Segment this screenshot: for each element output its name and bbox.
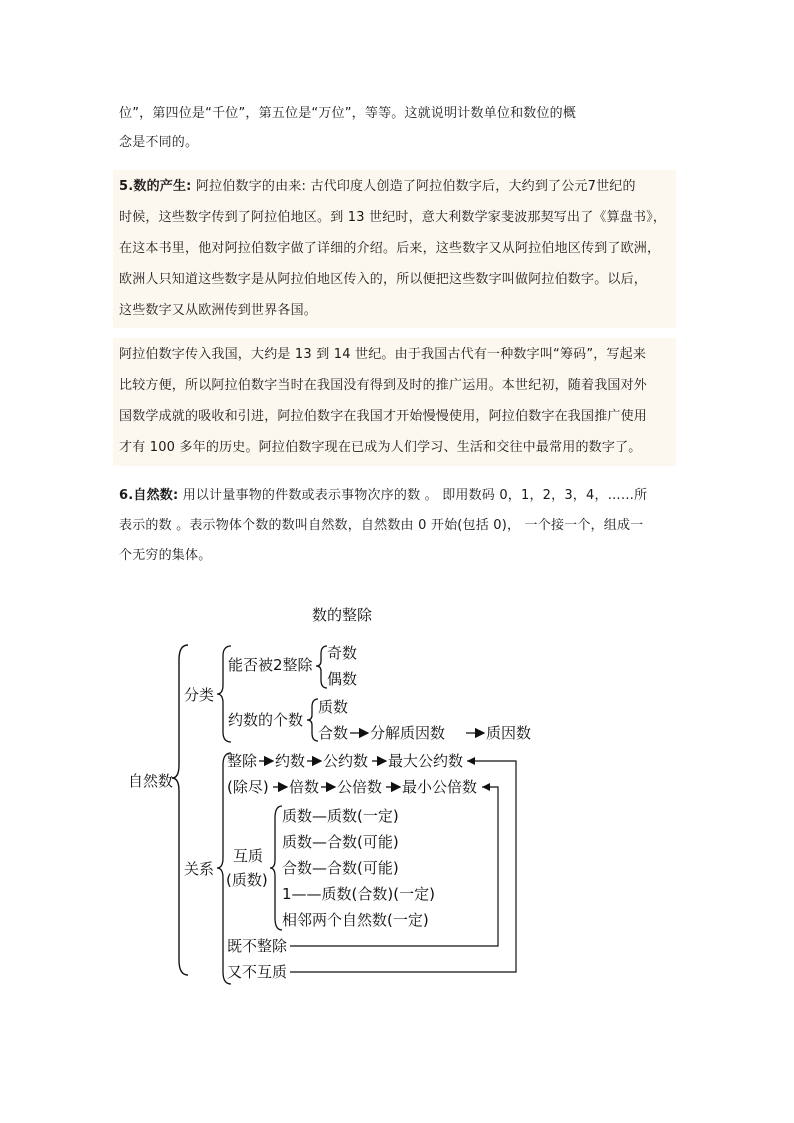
divides-exact-node: (除尽): [227, 778, 269, 796]
diagram-title: 数的整除: [312, 606, 373, 624]
classify-node: 分类: [184, 686, 215, 704]
para4-line1-text: 用以计量事物的件数或表示事物次序的数 。 即用数码 0，1，2，3，4，……所: [178, 488, 648, 503]
coprime-item-3: 合数—合数(可能): [282, 859, 399, 877]
divisor-count-node: 约数的个数: [228, 711, 304, 729]
coprime-sub-node: (质数): [226, 871, 268, 889]
not-coprime-node: 又不互质: [227, 963, 288, 981]
para4-heading: 6.自然数:: [119, 488, 179, 503]
gcd-node: 最大公约数: [388, 752, 464, 770]
div2-node: 能否被2整除: [228, 656, 313, 674]
para2-line2: 时候，这些数字传到了阿拉伯地区。到 13 世纪时，意大利数学家斐波那契写出了《算盘书》，: [119, 210, 667, 225]
prime-factor-node: 质因数: [486, 724, 532, 742]
divisible-node: 整除: [227, 752, 258, 770]
common-divisor-node: 公约数: [323, 752, 369, 770]
divisor-node: 约数: [275, 752, 306, 770]
para3-line4: 才有 100 多年的历史。阿拉伯数字现在已成为人们学习、生活和交往中最常用的数字了。: [119, 440, 642, 455]
coprime-item-4: 1——质数(合数)(一定): [282, 885, 435, 903]
multiple-node: 倍数: [289, 778, 320, 796]
para1-line1: 位”，第四位是“千位”，第五位是“万位”，等等。这就说明计数单位和数位的概: [119, 106, 577, 121]
relation-node: 关系: [184, 860, 215, 878]
para3-line1: 阿拉伯数字传入我国，大约是 13 到 14 世纪。由于我国古代有一种数字叫“筹码”，写起来: [119, 347, 647, 362]
div2-brace: [316, 646, 327, 688]
coprime-node: 互质: [233, 847, 264, 865]
odd-node: 奇数: [327, 644, 358, 662]
para3-line3: 国数学成就的吸收和引进，阿拉伯数字在我国才开始慢慢使用，阿拉伯数字在我国推广使用: [119, 409, 648, 424]
para2-line5: 这些数字又从欧洲传到世界各国。: [119, 303, 318, 318]
composite-node: 合数: [318, 724, 349, 742]
coprime-item-1: 质数—质数(一定): [282, 807, 399, 825]
coprime-brace: [270, 806, 282, 930]
para3-line2: 比较方便，所以阿拉伯数字当时在我国没有得到及时的推广运用。本世纪初，随着我国对外: [119, 378, 648, 393]
coprime-item-2: 质数—合数(可能): [282, 833, 399, 851]
lcm-node: 最小公倍数: [402, 778, 478, 796]
coprime-item-5: 相邻两个自然数(一定): [282, 911, 429, 929]
para2-line4: 欧洲人只知道这些数字是从阿拉伯地区传入的，所以便把这些数字叫做阿拉伯数字。以后，: [119, 272, 648, 287]
para4-line3: 个无穷的集体。: [119, 548, 212, 563]
even-node: 偶数: [327, 670, 358, 688]
root-node: 自然数: [128, 772, 174, 790]
para2-line3: 在这本书里，他对阿拉伯数字做了详细的介绍。后来，这些数字又从阿拉伯地区传到了欧洲，: [119, 241, 661, 256]
not-divisible-node: 既不整除: [227, 937, 288, 955]
divisor-brace: [307, 699, 318, 741]
para1-line2: 念是不同的。: [119, 135, 199, 150]
para4-line2: 表示的数 。表示物体个数的数叫自然数，自然数由 0 开始(包括 0)， 一个接一个，组成一: [119, 518, 644, 533]
common-multiple-node: 公倍数: [337, 778, 383, 796]
factorize-node: 分解质因数: [370, 724, 446, 742]
para2-heading: 5.数的产生:: [119, 179, 192, 194]
para2-line1-text: 阿拉伯数字的由来: 古代印度人创造了阿拉伯数字后，大约到了公元7世纪的: [191, 179, 636, 194]
prime-node: 质数: [318, 698, 349, 716]
